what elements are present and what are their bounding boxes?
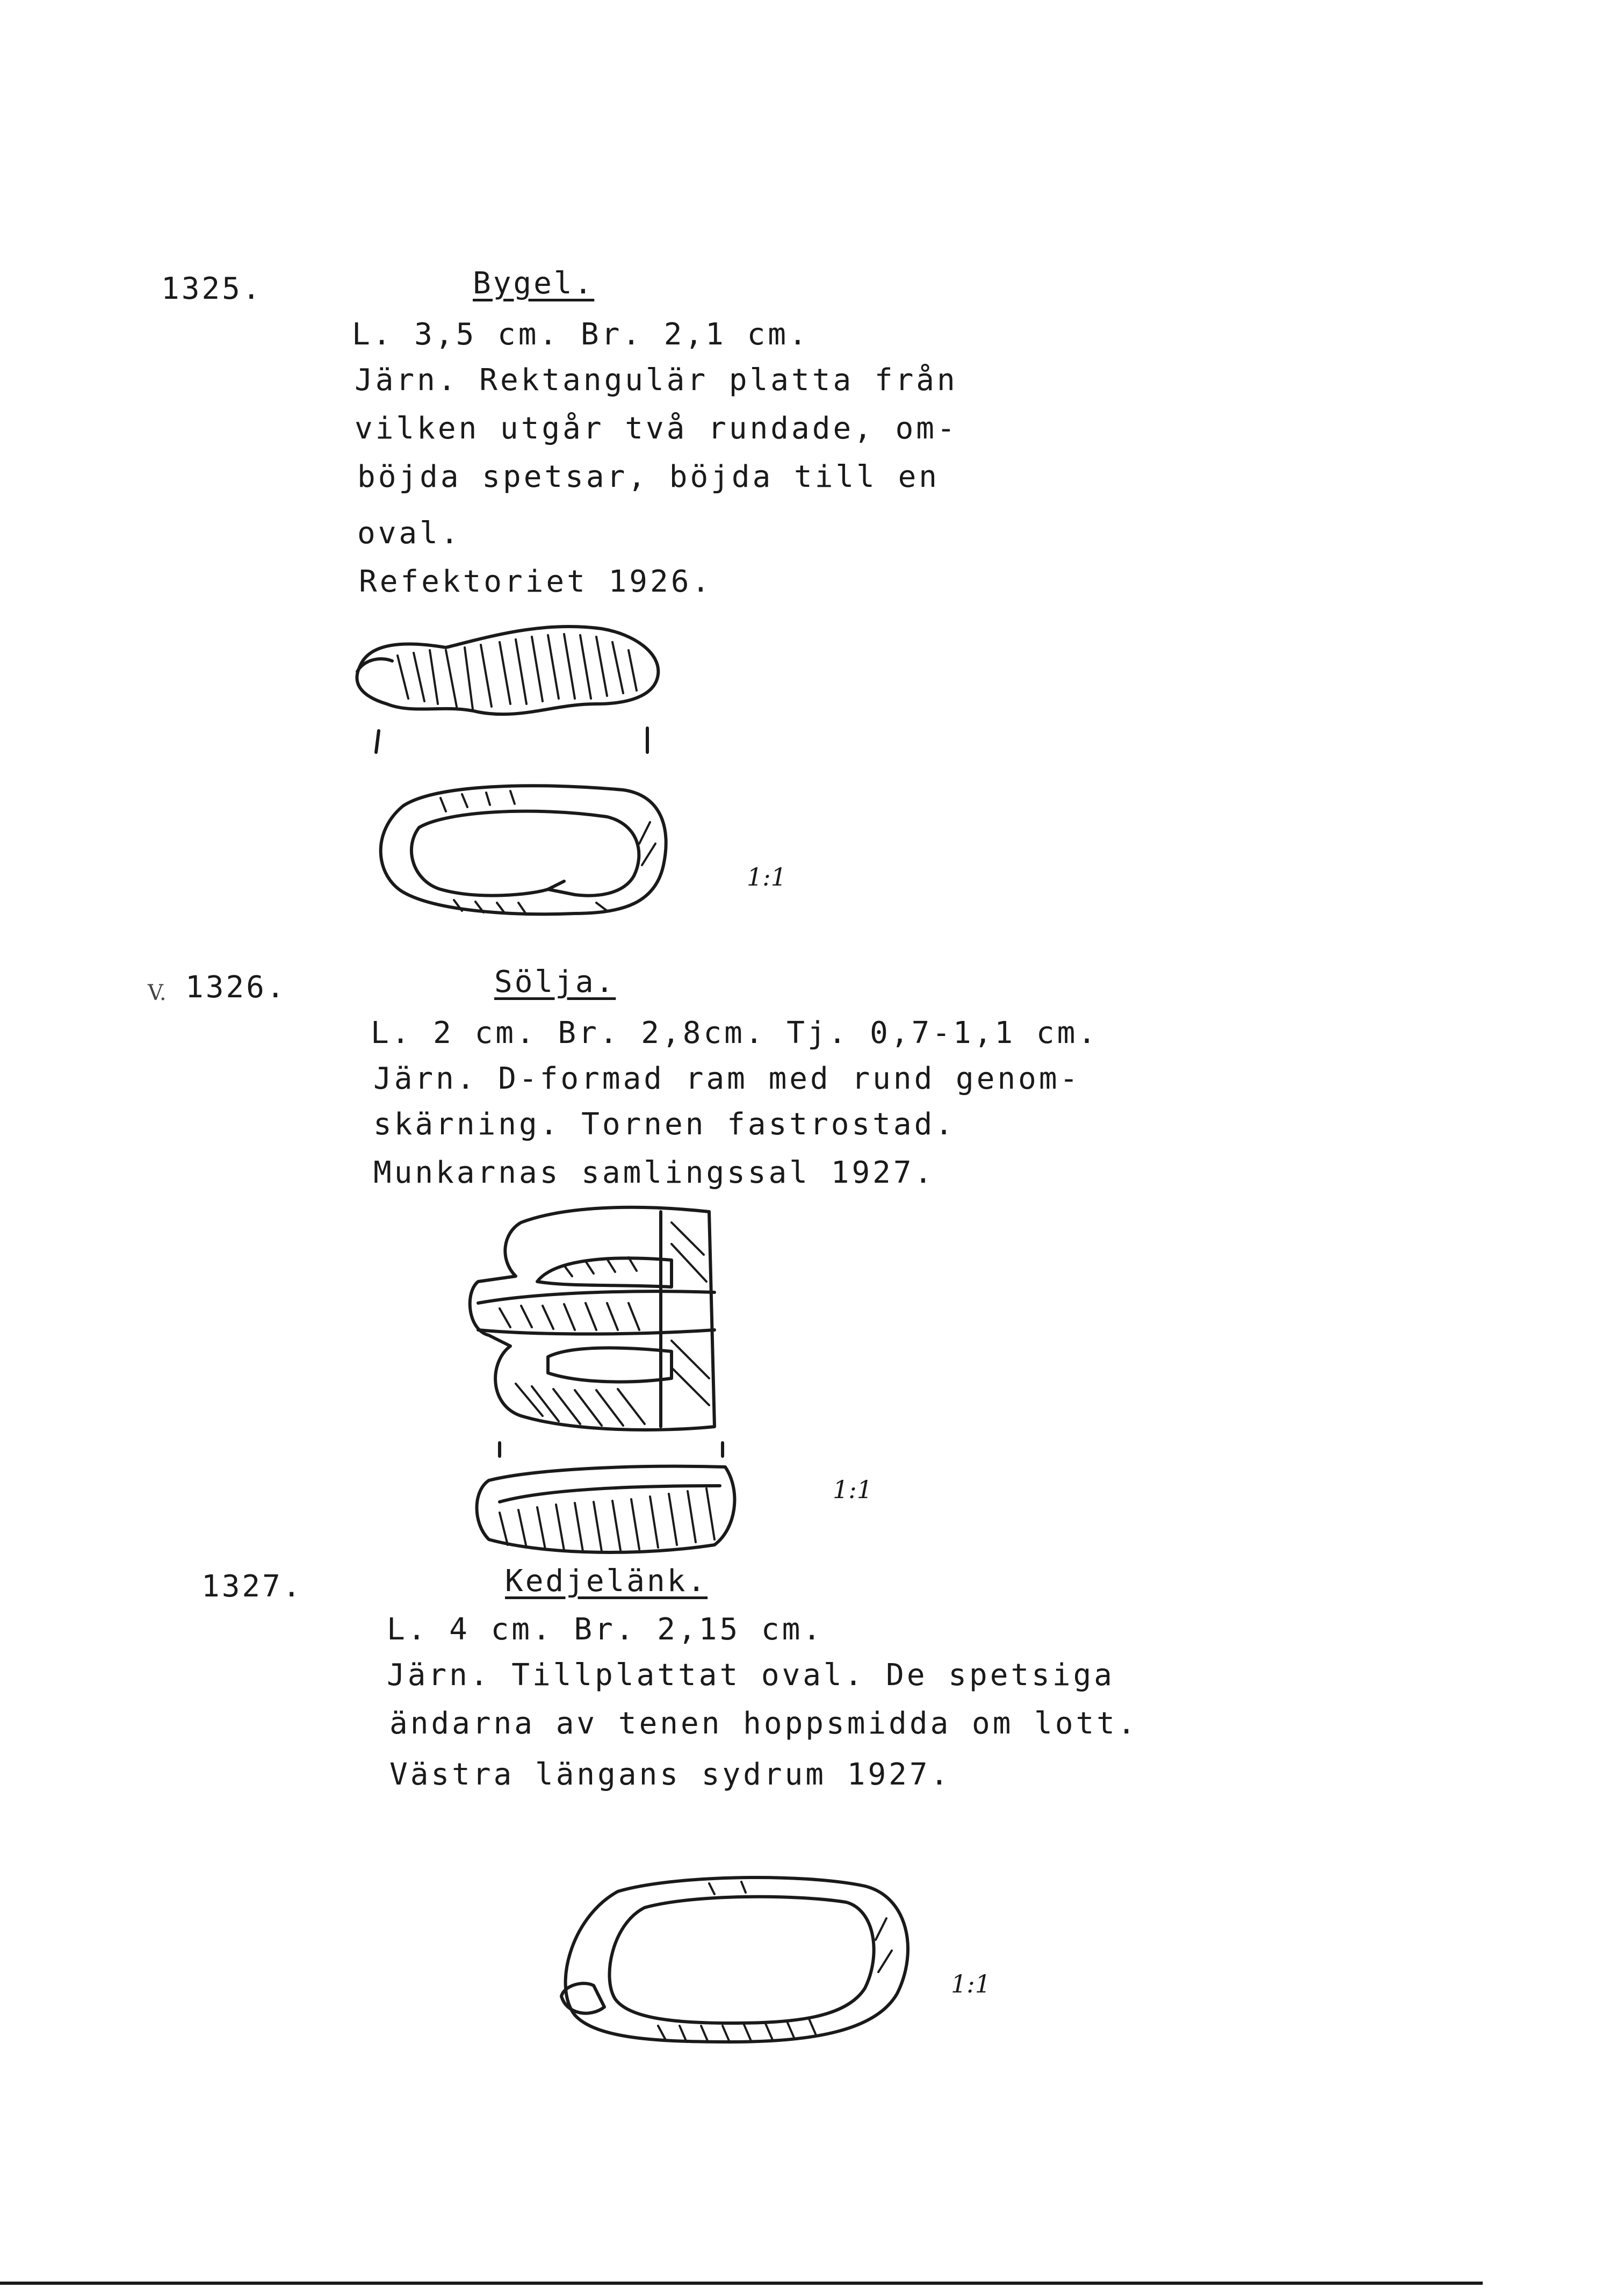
scale-1327: 1:1 — [951, 1969, 991, 1998]
page-bottom-rule — [0, 2282, 1483, 2285]
entry-1327-line-3: ändarna av tenen hoppsmidda om lott. — [389, 1706, 1138, 1741]
entry-1326-line-1: L. 2 cm. Br. 2,8cm. Tj. 0,7-1,1 cm. — [371, 1016, 1099, 1051]
entry-title-1325: Bygel. — [473, 266, 595, 301]
entry-title-1327: Kedjelänk. — [505, 1564, 708, 1599]
bygel-side-view-drawing — [371, 774, 682, 935]
entry-1325-line-4: böjda spetsar, böjda till en — [357, 459, 940, 494]
entry-1325-line-2: Järn. Rektangulär platta från — [355, 363, 958, 398]
solja-front-view-drawing — [457, 1201, 736, 1459]
entry-number-1326: 1326. — [185, 970, 287, 1005]
entry-1326-line-4: Munkarnas samlingssal 1927. — [373, 1155, 935, 1190]
solja-side-view-drawing — [467, 1459, 747, 1561]
entry-1327-line-1: L. 4 cm. Br. 2,15 cm. — [387, 1612, 824, 1647]
entry-1326-line-3: skärning. Tornen fastrostad. — [373, 1107, 956, 1142]
kedjelank-drawing — [553, 1870, 929, 2047]
bygel-top-view-drawing — [349, 623, 672, 763]
entry-1325-line-3: vilken utgår två rundade, om- — [355, 411, 958, 446]
scale-1326: 1:1 — [833, 1475, 873, 1504]
margin-check-mark: V. — [148, 981, 167, 1005]
entry-number-1327: 1327. — [201, 1569, 303, 1604]
entry-title-1326: Sölja. — [494, 965, 616, 999]
entry-1325-line-5: oval. — [357, 516, 461, 551]
entry-1327-line-2: Järn. Tillplattat oval. De spetsiga — [387, 1658, 1115, 1693]
scale-1325: 1:1 — [747, 862, 787, 891]
entry-1325-line-1: L. 3,5 cm. Br. 2,1 cm. — [352, 317, 810, 352]
entry-1325-line-6: Refektoriet 1926. — [359, 564, 713, 599]
entry-1326-line-2: Järn. D-formad ram med rund genom- — [373, 1061, 1081, 1096]
entry-1327-line-4: Västra längans sydrum 1927. — [389, 1757, 951, 1792]
entry-number-1325: 1325. — [161, 271, 263, 306]
